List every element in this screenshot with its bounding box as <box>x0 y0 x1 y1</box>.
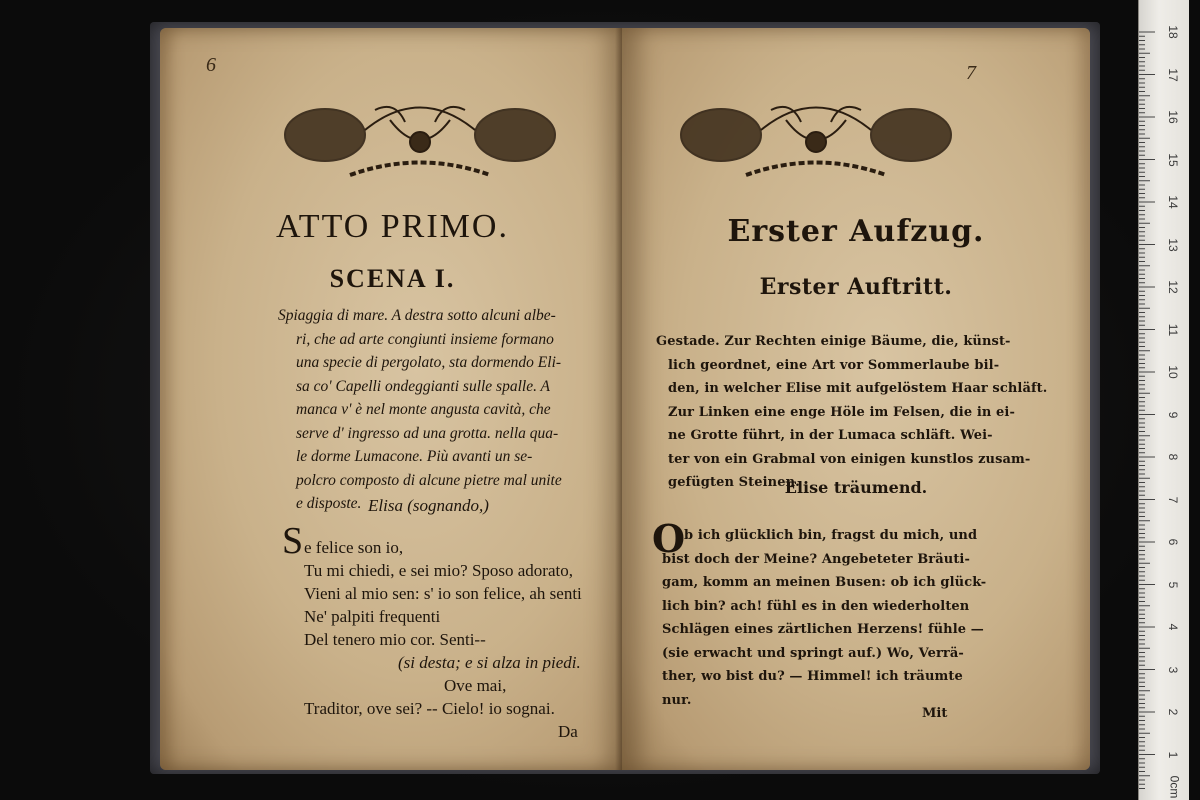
verse-line: b ich glücklich bin, fragst du mich, und <box>684 528 978 543</box>
ruler-number: 8 <box>1166 453 1180 461</box>
text-line: ri, che ad arte congiunti insieme formano <box>296 330 554 348</box>
catchword: Mit <box>922 706 948 721</box>
text-line: den, in welcher Elise mit aufgelöstem Haar schläft. <box>668 381 1048 396</box>
verse-line: bist doch der Meine? Angebeteter Bräuti- <box>662 551 970 567</box>
ruler-number: 12 <box>1166 280 1180 294</box>
text-line: manca v' è nel monte angusta cavità, che <box>296 401 551 418</box>
verse-line: Ove mai, <box>444 676 507 695</box>
left-page <box>160 28 625 770</box>
text-line: ne Grotte führt, in der Lumaca schläft. Wei- <box>668 428 993 443</box>
verse-line: (sie erwacht und springt auf.) Wo, Verrä- <box>662 645 964 661</box>
page-number: 7 <box>966 62 976 84</box>
ruler-ticks <box>1139 0 1189 800</box>
ruler-number: 7 <box>1166 496 1180 503</box>
verse-line: e felice son io, <box>304 538 404 557</box>
text-line: sa co' Capelli ondeggianti sulle spalle. A <box>296 377 551 395</box>
ruler-number: 6 <box>1166 538 1180 546</box>
ruler-number: 3 <box>1166 666 1180 673</box>
stage-direction <box>656 330 1047 495</box>
ruler-number: 15 <box>1166 152 1180 167</box>
drop-cap: O <box>652 516 686 561</box>
ruler-number: 10 <box>1166 365 1180 379</box>
open-book <box>160 28 1090 770</box>
verse-line: gam, komm an meinen Busen: ob ich glück- <box>662 575 987 590</box>
verse-line: Ne' palpiti frequenti <box>304 607 441 626</box>
ruler-number: 13 <box>1166 237 1180 252</box>
floral-ornament-icon <box>676 90 956 190</box>
scene-title: SCENA I. <box>329 264 456 293</box>
ruler-number: 11 <box>1166 323 1180 336</box>
catchword: Da <box>558 722 578 741</box>
verse-line: Tu mi chiedi, e sei mio? Sposo adorato, <box>304 561 573 580</box>
verse-line: Traditor, ove sei? -- Cielo! io sognai. <box>304 699 555 718</box>
drop-cap: S <box>282 520 304 562</box>
text-line: una specie di pergolato, sta dormendo Eli- <box>296 354 562 371</box>
ruler-number: 9 <box>1166 411 1180 418</box>
text-line: le dorme Lumacone. Più avanti un se- <box>296 448 533 465</box>
floral-ornament-icon <box>280 90 560 190</box>
speaker-name: Elise träumend. <box>784 478 928 497</box>
speaker-name: Elisa (sognando,) <box>368 496 489 515</box>
act-title: ATTO PRIMO. <box>276 208 509 245</box>
act-title: Erster Aufzug. <box>727 214 985 249</box>
ruler-number: 5 <box>1166 581 1180 588</box>
ruler-unit-label: 0cm <box>1167 775 1182 799</box>
verse-line: Del tenero mio cor. Senti-- <box>304 630 486 649</box>
verse-line: lich bin? ach! fühl es in den wiederholten <box>662 598 970 614</box>
ruler-number: 1 <box>1166 751 1180 758</box>
text-line: ter von ein Grabmal von einigen kunstlos zusam- <box>668 451 1031 467</box>
stage-direction <box>278 304 562 516</box>
verse-line: Schlägen eines zärtlichen Herzens! fühle — <box>662 622 984 637</box>
text-line: serve d' ingresso ad una grotta. nella qua- <box>296 424 559 442</box>
text-line: e disposte. <box>296 495 362 512</box>
verse-line: nur. <box>662 692 692 708</box>
ruler-number: 4 <box>1166 623 1180 631</box>
text-line: Gestade. Zur Rechten einige Bäume, die, künst- <box>656 334 1011 349</box>
ruler-number: 18 <box>1166 25 1180 39</box>
text-line: lich geordnet, eine Art vor Sommerlaube bil- <box>668 357 1000 373</box>
ruler-number: 2 <box>1166 708 1180 716</box>
scene-title: Erster Auftritt. <box>759 274 953 300</box>
verse-block <box>662 524 987 712</box>
verse-block <box>304 536 582 743</box>
text-line: Spiaggia di mare. A destra sotto alcuni albe- <box>278 307 556 324</box>
verse-line: ther, wo bist du? — Himmel! ich träumte <box>662 669 963 684</box>
ruler-number: 14 <box>1166 195 1180 209</box>
verse-line: Vieni al mio sen: s' io son felice, ah senti <box>304 584 582 603</box>
page-number: 6 <box>206 54 216 76</box>
ruler-number: 16 <box>1166 110 1180 124</box>
text-line: polcro composto di alcune pietre mal unite <box>296 471 562 489</box>
measurement-ruler <box>1138 0 1189 800</box>
right-page <box>622 28 1090 770</box>
text-line: Zur Linken eine enge Höle im Felsen, die in ei- <box>668 404 1015 420</box>
ruler-number: 17 <box>1166 67 1180 82</box>
verse-line: (si desta; e si alza in piedi. <box>398 653 581 672</box>
text-line: gefügten Steinen. <box>668 475 800 490</box>
